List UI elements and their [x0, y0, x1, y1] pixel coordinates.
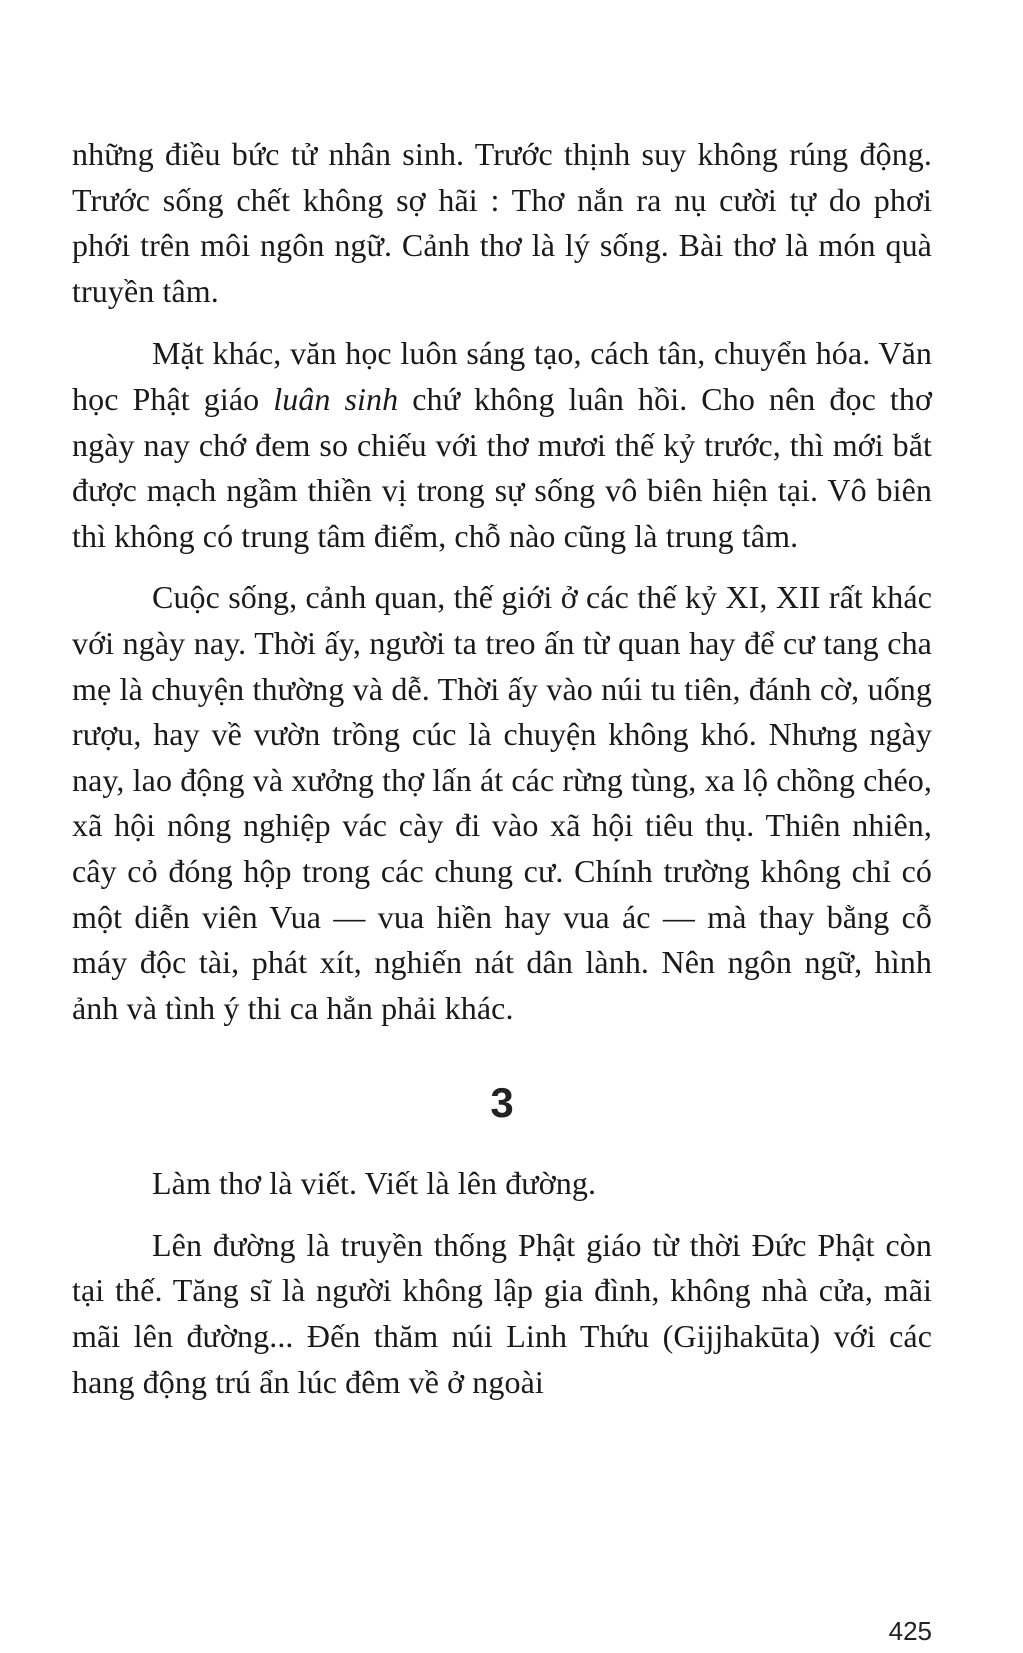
- page-body: [72, 132, 932, 1405]
- paragraph-2-text-start: Mặt khác, văn học luôn sáng tạo, cách tân, chuyển hóa. Văn học Phật giáo: [72, 335, 932, 417]
- paragraph-2: [72, 331, 932, 559]
- paragraph-5: Lên đường là truyền thống Phật giáo từ thời Đức Phật còn tại thế. Tăng sĩ là người không lập gia đình, không nhà cửa, mãi mãi lên đường... Đến thăm núi Linh Thứu (Gijjhakūta) với các hang động trú ẩn lúc đêm về ở ngoài: [72, 1226, 932, 1400]
- paragraph-3: Cuộc sống, cảnh quan, thế giới ở các thế kỷ XI, XII rất khác với ngày nay. Thời ấy, người ta treo ấn từ quan hay để cư tang cha mẹ là chuyện thường và dễ. Thời ấy vào núi tu tiên, đánh cờ, uống rượu, hay về vườn trồng cúc là chuyện không khó. Nhưng ngày nay, lao động và xưởng thợ lấn át các rừng tùng, xa lộ chồng chéo, xã hội nông nghiệp vác cày đi vào xã hội tiêu thụ. Thiên nhiên, cây cỏ đóng hộp trong các chung cư. Chính trường không chỉ có một diễn viên Vua — vua hiền hay vua ác — mà thay bằng cỗ máy độc tài, phát xít, nghiến nát dân lành. Nên ngôn ngữ, hình ảnh và tình ý thi ca hẳn phải khác.: [72, 579, 932, 1026]
- paragraph-2-italic-term: luân sinh: [273, 380, 399, 417]
- paragraph-2-text-end: chứ không luân hồi. Cho nên đọc thơ ngày nay chớ đem so chiếu với thơ mươi thế kỷ trước, thì mới bắt được mạch ngầm thiền vị trong sự sống vô biên hiện tại. Vô biên thì không có trung tâm điểm, chỗ nào cũng là trung tâm.: [72, 380, 932, 554]
- paragraph-4: Làm thơ là viết. Viết là lên đường.: [152, 1165, 597, 1202]
- page-number: 425: [888, 1616, 932, 1646]
- section-number: 3: [490, 1079, 514, 1127]
- paragraph-1: những điều bức tử nhân sinh. Trước thịnh suy không rúng động. Trước sống chết không sợ hãi : Thơ nắn ra nụ cười tự do phơi phới trên môi ngôn ngữ. Cảnh thơ là lý sống. Bài thơ là món quà truyền tâm.: [72, 136, 932, 309]
